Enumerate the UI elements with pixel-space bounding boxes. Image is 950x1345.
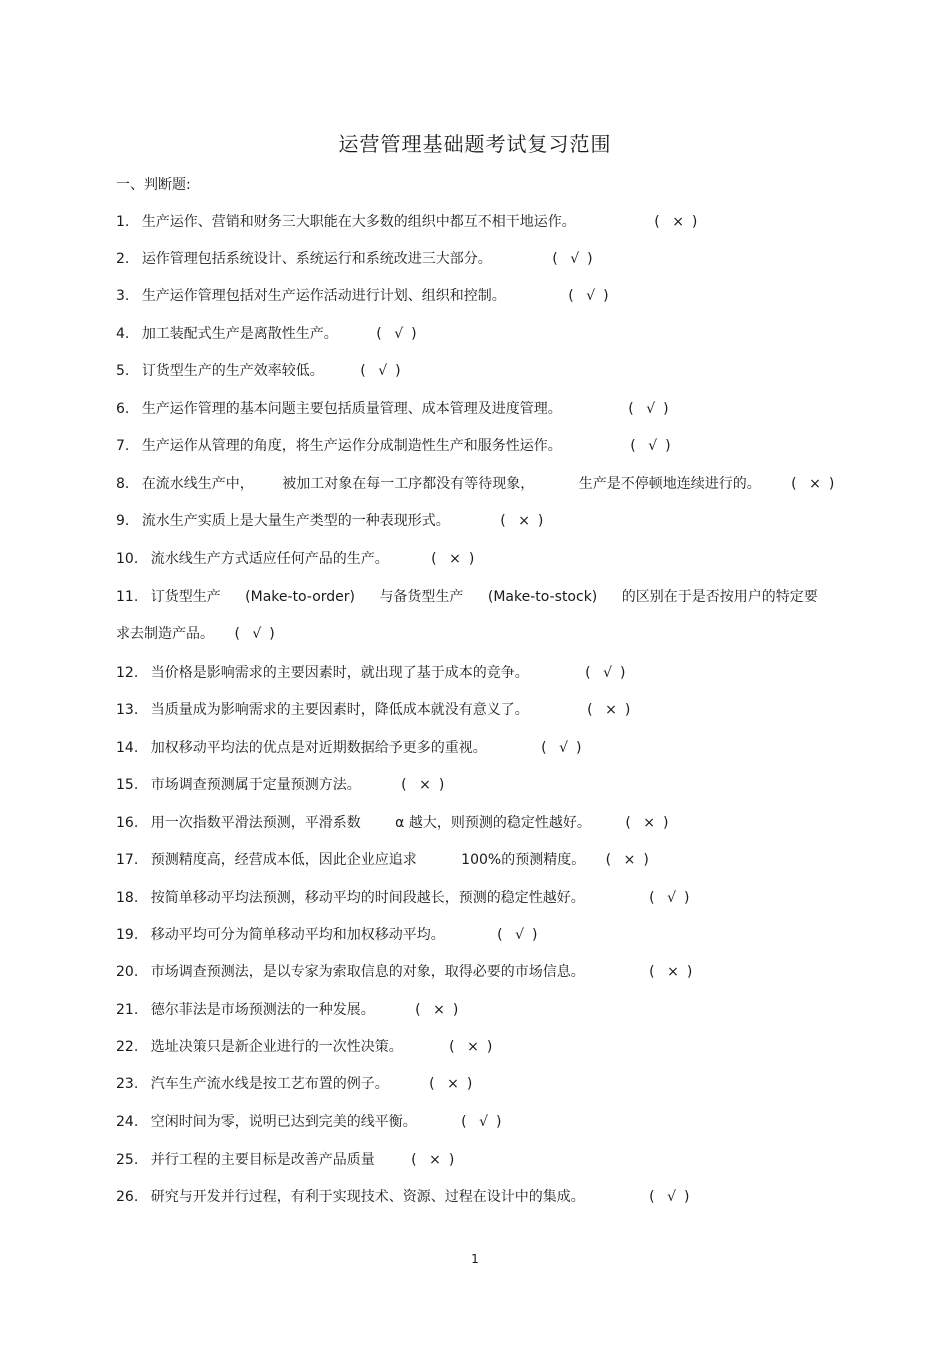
answer-mark: ( × ) <box>625 815 669 831</box>
question-text-part: 的区别在于是否按用户的特定要 <box>621 589 818 605</box>
question-number: 5. <box>116 363 130 379</box>
question-item <box>116 361 401 381</box>
question-text-part: (Make-to-stock) <box>487 589 598 605</box>
answer-symbol: √ <box>570 251 580 267</box>
answer-mark: ( √ ) <box>585 665 626 681</box>
answer-symbol: √ <box>667 890 677 906</box>
answer-mark: ( √ ) <box>541 740 582 756</box>
answer-symbol: √ <box>559 740 569 756</box>
answer-symbol: √ <box>603 665 613 681</box>
question-text: 订货型生产的生产效率较低。 <box>141 363 324 379</box>
answer-mark: ( √ ) <box>649 890 690 906</box>
question-number: 4. <box>116 326 130 342</box>
question-number: 21. <box>116 1002 139 1018</box>
answer-symbol: × <box>447 1076 459 1092</box>
question-number: 24. <box>116 1114 139 1130</box>
question-text: 求去制造产品。 <box>116 626 214 642</box>
question-number: 6. <box>116 401 130 417</box>
answer-symbol: √ <box>646 401 656 417</box>
question-text-part: 订货型生产 <box>150 589 221 605</box>
answer-mark: ( √ ) <box>461 1114 502 1130</box>
question-item <box>116 888 689 908</box>
answer-mark: ( × ) <box>587 702 631 718</box>
answer-symbol: × <box>433 1002 445 1018</box>
question-text-part: 被加工对象在每一工序都没有等待现象， <box>282 476 535 492</box>
answer-symbol: √ <box>667 1189 677 1205</box>
answer-symbol: × <box>449 551 461 567</box>
answer-symbol: √ <box>394 326 404 342</box>
question-text: 流水生产实质上是大量生产类型的一种表现形式。 <box>141 513 450 529</box>
question-number: 2. <box>116 251 130 267</box>
answer-symbol: × <box>643 815 655 831</box>
question-number: 26. <box>116 1189 139 1205</box>
question-item <box>116 286 609 306</box>
answer-mark: ( × ) <box>449 1039 493 1055</box>
question-item <box>116 474 834 494</box>
question-text: 市场调查预测属于定量预测方法。 <box>150 777 361 793</box>
question-text: 加权移动平均法的优点是对近期数据给予更多的重视。 <box>150 740 487 756</box>
question-number: 8. <box>116 476 130 492</box>
question-text-part: 100%的预测精度。 <box>461 852 586 868</box>
question-text: 当质量成为影响需求的主要因素时，降低成本就没有意义了。 <box>150 702 529 718</box>
question-item <box>116 813 668 833</box>
question-number: 1. <box>116 214 130 230</box>
question-text: 移动平均可分为简单移动平均和加权移动平均。 <box>150 927 445 943</box>
answer-symbol: √ <box>648 438 658 454</box>
answer-symbol: × <box>667 964 679 980</box>
question-item <box>116 212 697 232</box>
question-text-part: 生产是不停顿地连续进行的。 <box>578 476 761 492</box>
question-number: 20. <box>116 964 139 980</box>
answer-mark: ( √ ) <box>630 438 671 454</box>
question-text: 生产运作、营销和财务三大职能在大多数的组织中都互不相干地运作。 <box>141 214 576 230</box>
question-text: 生产运作从管理的角度，将生产运作分成制造性生产和服务性运作。 <box>141 438 562 454</box>
question-number: 25. <box>116 1152 139 1168</box>
page-number: 1 <box>471 1252 479 1266</box>
answer-mark: ( √ ) <box>628 401 669 417</box>
question-text: 流水线生产方式适应任何产品的生产。 <box>150 551 389 567</box>
question-text: 生产运作管理包括对生产运作活动进行计划、组织和控制。 <box>141 288 506 304</box>
question-text: 汽车生产流水线是按工艺布置的例子。 <box>150 1076 389 1092</box>
answer-mark: ( × ) <box>429 1076 473 1092</box>
answer-symbol: × <box>429 1152 441 1168</box>
question-number: 13. <box>116 702 139 718</box>
question-item <box>116 549 474 569</box>
question-text-part: 在流水线生产中， <box>141 476 254 492</box>
question-continuation <box>116 624 275 644</box>
answer-symbol: × <box>467 1039 479 1055</box>
question-number: 23. <box>116 1076 139 1092</box>
answer-mark: ( √ ) <box>234 626 275 642</box>
answer-mark: ( × ) <box>431 551 475 567</box>
question-item <box>116 1187 689 1207</box>
question-text-part: 用一次指数平滑法预测，平滑系数 <box>150 815 361 831</box>
question-item <box>116 1037 492 1057</box>
answer-symbol: × <box>809 476 821 492</box>
question-item <box>116 511 543 531</box>
question-item <box>116 587 818 607</box>
question-item <box>116 700 630 720</box>
answer-mark: ( × ) <box>415 1002 459 1018</box>
question-number: 12. <box>116 665 139 681</box>
question-number: 18. <box>116 890 139 906</box>
question-text: 加工装配式生产是离散性生产。 <box>141 326 338 342</box>
answer-mark: ( × ) <box>654 214 698 230</box>
question-text: 市场调查预测法，是以专家为索取信息的对象，取得必要的市场信息。 <box>150 964 585 980</box>
answer-symbol: × <box>518 513 530 529</box>
question-number: 11. <box>116 589 139 605</box>
answer-mark: ( × ) <box>605 852 649 868</box>
question-item <box>116 1150 454 1170</box>
question-text: 并行工程的主要目标是改善产品质量 <box>150 1152 375 1168</box>
question-item <box>116 436 671 456</box>
answer-mark: ( × ) <box>411 1152 455 1168</box>
answer-mark: ( √ ) <box>649 1189 690 1205</box>
question-text-part: (Make-to-order) <box>245 589 355 605</box>
answer-mark: ( × ) <box>401 777 445 793</box>
answer-symbol: √ <box>252 626 262 642</box>
question-item <box>116 1112 501 1132</box>
answer-symbol: √ <box>479 1114 489 1130</box>
question-number: 15. <box>116 777 139 793</box>
question-number: 14. <box>116 740 139 756</box>
question-item <box>116 399 669 419</box>
question-text-part: α 越大，则预测的稳定性越好。 <box>395 815 591 831</box>
question-number: 10. <box>116 551 139 567</box>
question-item <box>116 1000 458 1020</box>
question-text: 当价格是影响需求的主要因素时，就出现了基于成本的竞争。 <box>150 665 529 681</box>
question-number: 16. <box>116 815 139 831</box>
answer-mark: ( √ ) <box>497 927 538 943</box>
question-item <box>116 324 417 344</box>
question-number: 7. <box>116 438 130 454</box>
question-item <box>116 663 625 683</box>
answer-symbol: √ <box>586 288 596 304</box>
question-number: 17. <box>116 852 139 868</box>
answer-mark: ( × ) <box>649 964 693 980</box>
question-number: 9. <box>116 513 130 529</box>
question-item <box>116 775 444 795</box>
question-item <box>116 962 692 982</box>
section-heading: 一、判断题: <box>116 177 191 193</box>
answer-symbol: × <box>419 777 431 793</box>
question-item <box>116 249 593 269</box>
question-text: 德尔菲法是市场预测法的一种发展。 <box>150 1002 375 1018</box>
answer-mark: ( √ ) <box>568 288 609 304</box>
answer-mark: ( √ ) <box>552 251 593 267</box>
answer-symbol: × <box>672 214 684 230</box>
answer-symbol: × <box>623 852 636 868</box>
page-title: 运营管理基础题考试复习范围 <box>338 132 612 156</box>
question-text: 生产运作管理的基本问题主要包括质量管理、成本管理及进度管理。 <box>141 401 562 417</box>
question-text: 空闲时间为零，说明已达到完美的线平衡。 <box>150 1114 417 1130</box>
question-text: 研究与开发并行过程，有利于实现技术、资源、过程在设计中的集成。 <box>150 1189 585 1205</box>
question-item <box>116 925 537 945</box>
answer-mark: ( √ ) <box>376 326 417 342</box>
answer-symbol: × <box>605 702 617 718</box>
question-text: 按简单移动平均法预测，移动平均的时间段越长，预测的稳定性越好。 <box>150 890 585 906</box>
answer-symbol: √ <box>378 363 388 379</box>
question-text: 选址决策只是新企业进行的一次性决策。 <box>150 1039 403 1055</box>
question-item <box>116 738 581 758</box>
question-text: 运作管理包括系统设计、系统运行和系统改进三大部分。 <box>141 251 492 267</box>
question-item <box>116 850 649 870</box>
question-text-part: 预测精度高，经营成本低，因此企业应追求 <box>150 852 417 868</box>
answer-mark: ( × ) <box>500 513 544 529</box>
answer-mark: ( √ ) <box>360 363 401 379</box>
question-number: 22. <box>116 1039 139 1055</box>
question-item <box>116 1074 472 1094</box>
question-number: 3. <box>116 288 130 304</box>
answer-mark: ( × ) <box>791 476 835 492</box>
question-number: 19. <box>116 927 139 943</box>
question-text-part: 与备货型生产 <box>379 589 464 605</box>
answer-symbol: √ <box>515 927 525 943</box>
